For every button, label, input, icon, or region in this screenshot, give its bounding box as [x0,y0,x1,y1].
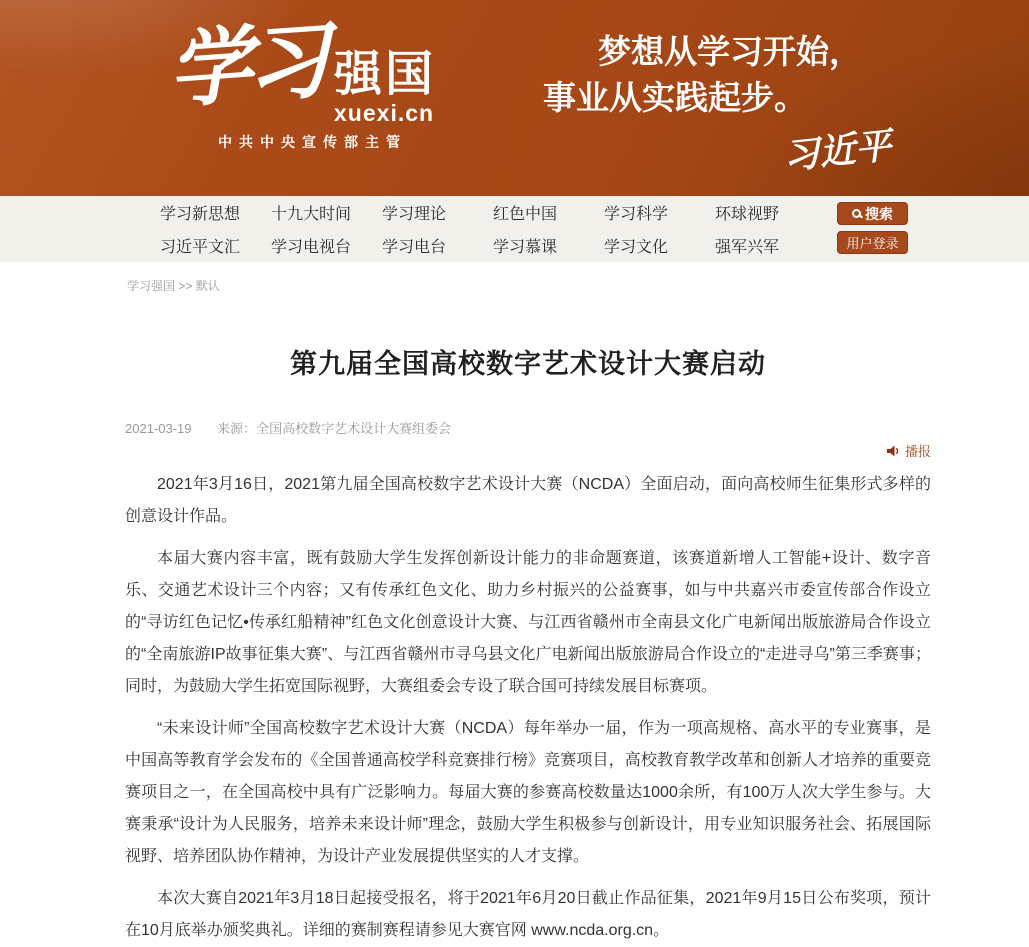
nav-buttons [837,202,908,254]
search-button-label: 搜索 [865,205,893,222]
article-paragraph-3: “未来设计师”全国高校数字艺术设计大赛（NCDA）每年举办一届，作为一项高规格、高水平的专业赛事，是中国高等教育学会发布的《全国普通高校学科竞赛排行榜》竞赛项目，高校教育教学改革和创新人才培养的重要竞赛项目之一，在全国高校中具有广泛影响力。每届大赛的参赛高校数量达1000余所，有100万人次大学生参与。大赛秉承“设计为人民服务，培养未来设计师”理念，鼓励大学生积极参与创新设计，用专业知识服务社会、拓展国际视野、培养团队协作精神，为设计产业发展提供坚实的人才支撑。 [125,720,931,865]
article-paragraph-1: 2021年3月16日，2021第九届全国高校数字艺术设计大赛（NCDA）全面启动，面向高校师生征集形式多样的创意设计作品。 [125,476,931,525]
main-nav [0,196,1029,262]
article-date: 2021-03-19 [125,421,192,436]
search-button[interactable] [837,202,908,225]
speaker-icon [887,445,901,457]
logo-script-text: 学习 [164,10,328,120]
slogan-line1: 梦想从学习开始， [598,35,862,71]
slogan-line2: 事业从实践起步。 [543,81,807,117]
site-header [0,0,1029,196]
article-title: 第九届全国高校数字艺术设计大赛启动 [290,349,766,379]
login-button[interactable] [837,231,908,254]
broadcast-row [125,441,931,459]
nav-item-red-china[interactable]: 红色中国 [493,206,558,223]
article-meta [125,418,931,437]
nav-item-military[interactable]: 强军兴军 [715,239,780,256]
nav-item-radio[interactable]: 学习电台 [382,239,447,256]
logo-domain-text: xuexi.cn [334,100,435,126]
nav-item-19th-congress[interactable]: 十九大时间 [271,206,352,223]
logo-tagline: 中共中央宣传部主管 [218,134,407,150]
nav-item-tv[interactable]: 学习电视台 [271,239,352,256]
broadcast-label: 播报 [904,444,931,459]
nav-item-global-vision[interactable]: 环球视野 [715,206,780,223]
nav-item-culture[interactable]: 学习文化 [604,239,669,256]
article-source-label: 来源： [217,421,257,436]
nav-item-mooc[interactable]: 学习慕课 [493,239,558,256]
article [125,346,931,947]
nav-links [160,196,826,262]
breadcrumb-separator: >> [175,279,196,293]
nav-item-xi-writings[interactable]: 习近平文汇 [160,239,241,256]
header-slogan [543,30,905,178]
logo-name-text: 强国 [334,48,437,101]
signature-calligraphy: 习近平 [781,124,894,178]
article-paragraph-2: 本届大赛内容丰富，既有鼓励大学生发挥创新设计能力的非命题赛道，该赛道新增人工智能+设计、数字音乐、交通艺术设计三个内容；又有传承红色文化、助力乡村振兴的公益赛事，如与中共嘉兴市委宣传部合作设立的“寻访红色记忆•传承红船精神”红色文化创意设计大赛、与江西省赣州市全南县文化广电新闻出版旅游局合作设立的“全南旅游IP故事征集大赛”、与江西省赣州市寻乌县文化广电新闻出版旅游局合作设立的“走进寻乌”第三季赛事；同时，为鼓励大学生拓宽国际视野，大赛组委会专设了联合国可持续发展目标赛项。 [125,550,931,695]
breadcrumb-home[interactable]: 学习强国 [127,279,176,293]
broadcast-button[interactable] [887,441,931,460]
nav-item-science[interactable]: 学习科学 [604,206,669,223]
article-paragraph-4: 本次大赛自2021年3月18日起接受报名，将于2021年6月20日截止作品征集，2021年9月15日公布奖项，预计在10月底举办颁奖典礼。详细的赛制赛程请参见大赛官网 www.ncda.org.cn。 [125,890,931,939]
article-source: 全国高校数字艺术设计大赛组委会 [256,421,452,436]
nav-item-new-thought[interactable]: 学习新思想 [160,206,241,223]
site-logo[interactable] [164,10,437,152]
search-icon [852,209,861,218]
breadcrumb [127,278,931,294]
login-button-label: 用户登录 [846,236,899,251]
breadcrumb-current: 默认 [195,279,220,293]
nav-item-theory[interactable]: 学习理论 [382,206,447,223]
